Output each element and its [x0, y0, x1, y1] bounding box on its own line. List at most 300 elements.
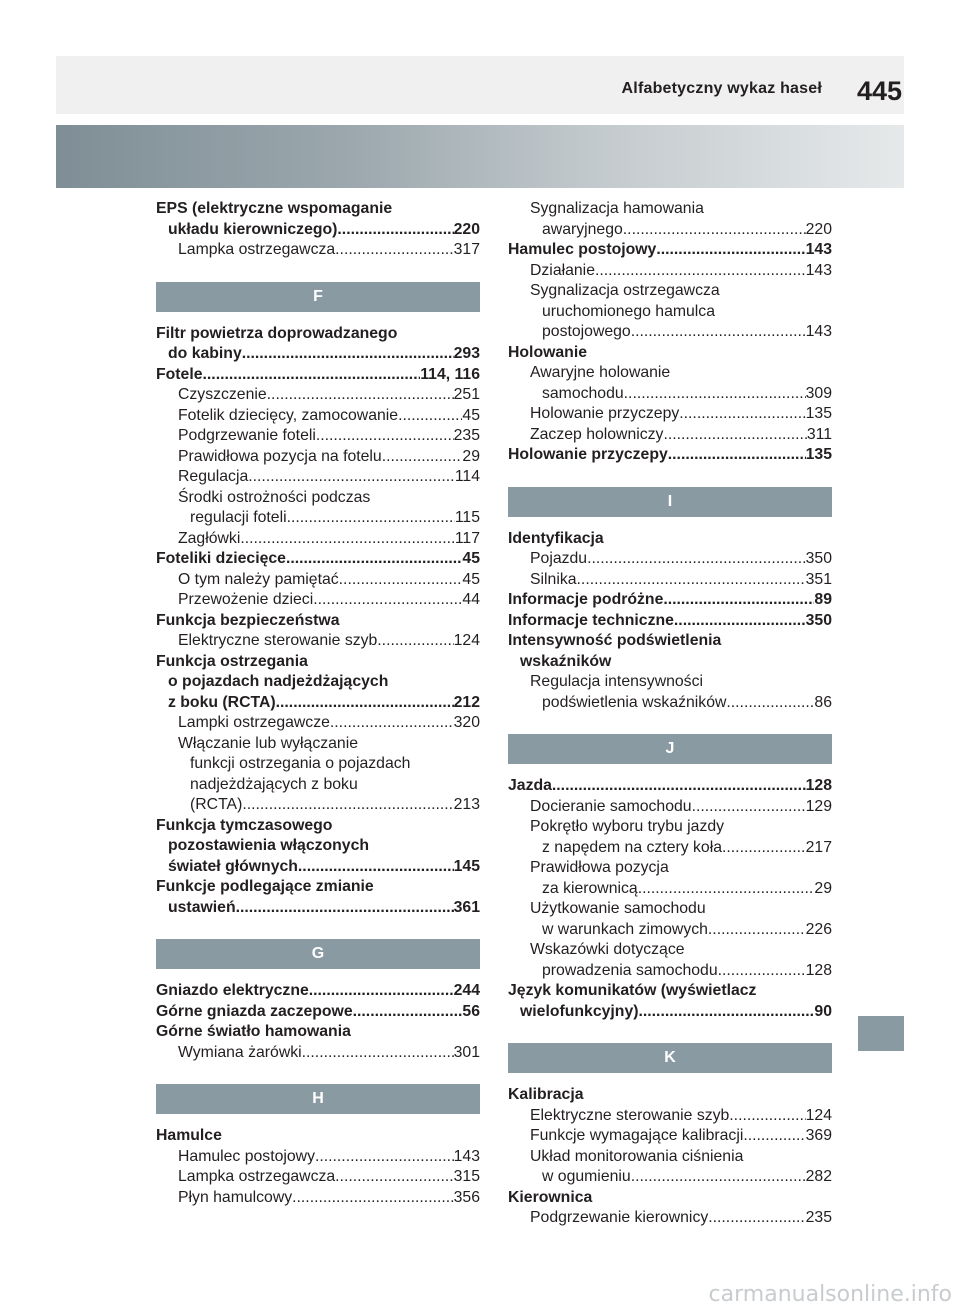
page-ref[interactable]: 244 — [453, 982, 480, 999]
entry-row — [156, 1002, 480, 1023]
page-ref[interactable]: 226 — [805, 920, 832, 938]
page-ref[interactable]: 317 — [453, 241, 480, 258]
entry-line: Funkcja bezpieczeństwa — [156, 611, 340, 629]
index-entry — [156, 1167, 480, 1188]
page-ref[interactable]: 129 — [805, 797, 832, 815]
entry-label: Górne gniazda zaczepowe — [156, 1002, 353, 1020]
leader-dots — [552, 776, 806, 797]
entry-label: O tym należy pamiętać — [178, 570, 339, 588]
entry-row — [156, 857, 480, 878]
page-ref[interactable]: 320 — [453, 714, 480, 731]
entry-label: układu kierowniczego) — [168, 220, 338, 238]
leader-dots — [639, 1002, 815, 1023]
entry-label: do kabiny — [168, 345, 242, 362]
index-entry — [508, 240, 832, 261]
entry-label: Funkcje wymagające kalibracji — [530, 1127, 744, 1144]
leader-dots — [743, 1126, 805, 1147]
entry-row — [530, 838, 832, 859]
chapter-tab — [858, 1016, 904, 1051]
entry-label: (RCTA) — [190, 796, 243, 813]
entry-row — [530, 961, 832, 982]
entry-label: Regulacja — [178, 468, 249, 485]
leader-dots — [692, 797, 806, 818]
page-ref[interactable]: 45 — [462, 550, 480, 567]
entry-row — [156, 365, 480, 386]
entry-row — [530, 920, 832, 941]
leader-dots — [679, 404, 805, 425]
section-title: Alfabetyczny wykaz haseł — [621, 80, 822, 97]
index-entry — [156, 1022, 480, 1043]
index-entry — [156, 324, 480, 365]
page-ref[interactable]: 301 — [453, 1043, 480, 1061]
page-ref[interactable]: 114 — [454, 468, 480, 485]
entry-label: awaryjnego — [542, 220, 623, 238]
leader-dots — [248, 467, 455, 488]
leader-dots — [377, 631, 453, 652]
leader-dots — [663, 425, 806, 446]
entry-label: Silnika — [530, 570, 577, 588]
leader-dots — [298, 857, 454, 878]
leader-dots — [316, 426, 454, 447]
entry-row — [530, 693, 832, 714]
page-ref[interactable]: 369 — [805, 1127, 832, 1144]
index-column-left — [156, 199, 480, 1208]
entry-row — [178, 631, 480, 652]
leader-dots — [638, 879, 815, 900]
entry-row — [530, 384, 832, 405]
entry-line: Wskazówki dotyczące — [530, 941, 685, 958]
leader-dots — [663, 590, 814, 611]
entry-line: Funkcja ostrzegania — [156, 652, 308, 670]
leader-dots — [313, 590, 462, 611]
entry-label: Wymiana żarówki — [178, 1043, 302, 1061]
entry-row — [530, 549, 832, 570]
entry-row — [156, 693, 480, 714]
entry-line: Filtr powietrza doprowadzanego — [156, 324, 398, 342]
leader-dots — [302, 1043, 454, 1064]
leader-dots — [623, 220, 806, 241]
entry-label: Zagłówki — [178, 529, 241, 547]
entry-label: Hamulec postojowy — [178, 1147, 315, 1165]
entry-line: Hamulce — [156, 1127, 222, 1144]
page-ref[interactable]: 128 — [805, 777, 832, 794]
index-entry — [508, 899, 832, 940]
page-ref[interactable]: 220 — [805, 220, 832, 238]
index-entry — [156, 365, 480, 386]
entry-label: regulacji foteli — [190, 509, 287, 526]
entry-label: Holowanie przyczepy — [530, 405, 680, 422]
index-entry — [508, 981, 832, 1022]
index-entry — [156, 549, 480, 570]
entry-label: Fotele — [156, 365, 203, 383]
entry-label: Zaczep holowniczy — [530, 425, 664, 443]
entry-label: z napędem na cztery koła — [542, 838, 723, 856]
letter-header: J — [508, 734, 832, 764]
entry-label: Docieranie samochodu — [530, 797, 692, 815]
page-ref[interactable]: 56 — [462, 1002, 480, 1020]
index-entry — [156, 877, 480, 918]
page-ref[interactable]: 235 — [453, 427, 480, 444]
entry-row — [178, 447, 480, 468]
entry-label: Płyn hamulcowy — [178, 1188, 293, 1206]
index-entry — [508, 1147, 832, 1188]
entry-label: Przewożenie dzieci — [178, 591, 314, 608]
entry-line: Włączanie lub wyłączanie — [178, 734, 358, 752]
index-entry — [508, 281, 832, 343]
page-ref[interactable]: 86 — [814, 693, 832, 711]
page-ref[interactable]: 90 — [814, 1002, 832, 1020]
letter-header: F — [156, 282, 480, 312]
index-entry — [508, 940, 832, 981]
entry-row — [178, 508, 480, 529]
leader-dots — [353, 1002, 463, 1023]
entry-row — [508, 776, 832, 797]
leader-dots — [722, 838, 806, 859]
leader-dots — [286, 549, 462, 570]
index-entry — [156, 590, 480, 611]
entry-line: Kierownica — [508, 1188, 593, 1206]
index-entry — [508, 858, 832, 899]
entry-row — [156, 344, 480, 365]
index-entry — [156, 447, 480, 468]
entry-row — [178, 1167, 480, 1188]
entry-label: prowadzenia samochodu — [542, 961, 718, 979]
entry-label: Podgrzewanie foteli — [178, 427, 316, 444]
entry-label: Hamulec postojowy — [508, 241, 657, 258]
page-ref[interactable]: 361 — [453, 898, 480, 916]
leader-dots — [587, 549, 806, 570]
index-entry — [156, 467, 480, 488]
entry-row — [178, 385, 480, 406]
entry-line: Pokrętło wyboru trybu jazdy — [530, 818, 725, 835]
entry-line: wskaźników — [520, 652, 612, 670]
entry-label: Fotelik dziecięcy, zamocowanie — [178, 406, 399, 424]
index-entry — [508, 549, 832, 570]
page-ref[interactable]: 145 — [453, 857, 480, 875]
entry-label: z boku (RCTA) — [168, 693, 276, 711]
index-entry — [508, 404, 832, 425]
leader-dots — [398, 406, 462, 427]
entry-line: Awaryjne holowanie — [530, 364, 671, 381]
watermark: carmanualsonline.info — [708, 1282, 952, 1307]
entry-line: nadjeżdżających z boku — [190, 775, 358, 793]
entry-label: Jazda — [508, 777, 552, 794]
entry-label: Informacje techniczne — [508, 611, 674, 629]
leader-dots — [203, 365, 421, 386]
index-entry — [156, 713, 480, 734]
entry-row — [178, 1043, 480, 1064]
index-entry — [508, 529, 832, 550]
entry-row — [530, 1208, 832, 1229]
entry-label: Pojazdu — [530, 550, 588, 567]
page-ref[interactable]: 29 — [814, 879, 832, 897]
entry-row — [508, 445, 832, 466]
page-ref[interactable]: 114, 116 — [420, 365, 480, 383]
entry-line: Układ monitorowania ciśnienia — [530, 1147, 744, 1165]
entry-label: Elektryczne sterowanie szyb — [178, 632, 378, 649]
entry-row — [530, 1106, 832, 1127]
page-ref[interactable]: 143 — [805, 261, 832, 279]
entry-row — [156, 220, 480, 241]
letter-header: I — [508, 487, 832, 517]
leader-dots — [287, 508, 455, 529]
page-ref[interactable]: 44 — [462, 591, 480, 608]
entry-label: Informacje podróżne — [508, 591, 664, 608]
entry-label: samochodu — [542, 384, 624, 402]
leader-dots — [242, 344, 454, 365]
leader-dots — [309, 981, 454, 1002]
page-ref[interactable]: 220 — [453, 220, 480, 238]
entry-label: Prawidłowa pozycja na fotelu — [178, 447, 382, 465]
page-ref[interactable]: 45 — [462, 570, 480, 588]
entry-row — [178, 529, 480, 550]
entry-line: Język komunikatów (wyświetlacz — [508, 982, 757, 999]
entry-line: Sygnalizacja ostrzegawcza — [530, 282, 720, 299]
entry-label: Elektryczne sterowanie szyb — [530, 1106, 730, 1124]
index-entry — [508, 199, 832, 240]
index-entry — [156, 1002, 480, 1023]
leader-dots — [330, 713, 454, 734]
index-entry — [156, 385, 480, 406]
index-entry — [156, 631, 480, 652]
page-ref[interactable]: 282 — [805, 1168, 832, 1185]
leader-dots — [267, 385, 454, 406]
entry-row — [178, 590, 480, 611]
leader-dots — [729, 1106, 805, 1127]
entry-line: Użytkowanie samochodu — [530, 900, 706, 917]
page-ref[interactable]: 124 — [805, 1106, 832, 1124]
entry-row — [156, 981, 480, 1002]
index-entry — [156, 652, 480, 714]
entry-label: Działanie — [530, 261, 595, 279]
index-entry — [156, 734, 480, 816]
entry-label: za kierownicą — [542, 879, 638, 897]
leader-dots — [339, 570, 463, 591]
index-entry — [156, 488, 480, 529]
index-entry — [508, 776, 832, 797]
page-ref[interactable]: 235 — [805, 1209, 832, 1226]
index-entry — [156, 570, 480, 591]
entry-row — [508, 240, 832, 261]
index-entry — [508, 590, 832, 611]
index-entry — [508, 445, 832, 466]
entry-line: funkcji ostrzegania o pojazdach — [190, 755, 411, 772]
leader-dots — [335, 1167, 453, 1188]
index-entry — [156, 199, 480, 240]
entry-label: ustawień — [168, 898, 236, 916]
index-entry — [508, 817, 832, 858]
index-entry — [508, 631, 832, 672]
entry-row — [178, 406, 480, 427]
leader-dots — [656, 240, 805, 261]
entry-label: Podgrzewanie kierownicy — [530, 1209, 709, 1226]
index-entry — [508, 611, 832, 632]
leader-dots — [708, 920, 806, 941]
page-ref[interactable]: 45 — [462, 406, 480, 424]
page-ref[interactable]: 293 — [453, 345, 480, 362]
letter-header: H — [156, 1084, 480, 1114]
entry-row — [530, 404, 832, 425]
entry-line: Sygnalizacja hamowania — [530, 200, 704, 217]
page-ref[interactable]: 143 — [453, 1147, 480, 1165]
entry-line: Prawidłowa pozycja — [530, 859, 669, 876]
index-entry — [508, 1208, 832, 1229]
leader-dots — [315, 1147, 454, 1168]
leader-dots — [337, 220, 453, 241]
leader-dots — [382, 447, 463, 468]
leader-dots — [335, 240, 453, 261]
entry-label: Lampka ostrzegawcza — [178, 241, 336, 258]
index-entry — [156, 240, 480, 261]
index-entry — [156, 816, 480, 878]
page-ref[interactable]: 115 — [454, 509, 480, 526]
entry-row — [178, 795, 480, 816]
index-entry — [508, 1106, 832, 1127]
entry-row — [508, 611, 832, 632]
decorative-band — [56, 125, 904, 188]
entry-row — [178, 1147, 480, 1168]
leader-dots — [242, 795, 453, 816]
entry-label: Czyszczenie — [178, 386, 267, 403]
page-ref[interactable]: 135 — [805, 446, 832, 463]
entry-label: Holowanie przyczepy — [508, 446, 668, 463]
page-ref[interactable]: 356 — [453, 1188, 480, 1206]
index-entry — [508, 425, 832, 446]
entry-line: Regulacja intensywności — [530, 673, 703, 690]
entry-line: Holowanie — [508, 343, 587, 361]
entry-line: Intensywność podświetlenia — [508, 632, 722, 649]
page-ref[interactable]: 143 — [805, 241, 832, 258]
entry-label: Foteliki dziecięce — [156, 550, 286, 567]
page-ref[interactable]: 351 — [805, 570, 832, 588]
index-entry — [156, 1126, 480, 1147]
index-entry — [156, 1043, 480, 1064]
entry-label: wielofunkcyjny) — [520, 1002, 639, 1020]
entry-row — [178, 426, 480, 447]
index-entry — [508, 797, 832, 818]
entry-row — [530, 1167, 832, 1188]
entry-line: Funkcja tymczasowego — [156, 816, 333, 834]
entry-label: Gniazdo elektryczne — [156, 982, 309, 999]
index-entry — [156, 981, 480, 1002]
entry-line: Górne światło hamowania — [156, 1023, 351, 1040]
index-entry — [156, 426, 480, 447]
index-entry — [156, 529, 480, 550]
entry-row — [178, 570, 480, 591]
index-entry — [508, 1085, 832, 1106]
page-ref[interactable]: 251 — [453, 386, 480, 403]
entry-label: w ogumieniu — [542, 1168, 631, 1185]
leader-dots — [631, 322, 806, 343]
page-number: 445 — [856, 76, 902, 106]
entry-row — [530, 1126, 832, 1147]
entry-row — [530, 220, 832, 241]
index-entry — [508, 1126, 832, 1147]
page-ref[interactable]: 315 — [453, 1168, 480, 1185]
entry-row — [530, 797, 832, 818]
entry-label: postojowego — [542, 323, 631, 340]
index-entry — [156, 406, 480, 427]
entry-row — [156, 549, 480, 570]
leader-dots — [577, 570, 806, 591]
page-ref[interactable]: 29 — [462, 447, 480, 465]
leader-dots — [240, 529, 454, 550]
entry-line: o pojazdach nadjeżdżających — [168, 673, 389, 690]
leader-dots — [726, 693, 814, 714]
page-ref[interactable]: 311 — [806, 425, 832, 443]
index-entry — [508, 672, 832, 713]
entry-line: uruchomionego hamulca — [542, 302, 715, 320]
entry-line: Funkcje podlegające zmianie — [156, 878, 374, 895]
index-entry — [508, 1188, 832, 1209]
entry-row — [178, 713, 480, 734]
entry-label: w warunkach zimowych — [542, 920, 708, 938]
entry-label: Lampki ostrzegawcze — [178, 714, 330, 731]
page-ref[interactable]: 350 — [805, 611, 832, 629]
page-ref[interactable]: 117 — [454, 529, 480, 547]
index-column-right — [508, 199, 832, 1229]
entry-line: Identyfikacja — [508, 529, 604, 547]
leader-dots — [276, 693, 454, 714]
entry-row — [530, 322, 832, 343]
entry-row — [508, 590, 832, 611]
entry-label: świateł głównych — [168, 857, 298, 875]
entry-row — [530, 570, 832, 591]
leader-dots — [708, 1208, 805, 1229]
leader-dots — [674, 611, 806, 632]
leader-dots — [595, 261, 806, 282]
entry-row — [530, 261, 832, 282]
leader-dots — [624, 384, 806, 405]
page-ref[interactable]: 143 — [805, 323, 832, 340]
entry-line: Środki ostrożności podczas — [178, 488, 371, 506]
index-entry — [156, 611, 480, 632]
index-entry — [508, 570, 832, 591]
page-ref[interactable]: 89 — [814, 591, 832, 608]
page-ref[interactable]: 135 — [805, 405, 832, 422]
entry-row — [178, 1188, 480, 1209]
entry-row — [178, 240, 480, 261]
entry-row — [530, 425, 832, 446]
index-entry — [156, 1188, 480, 1209]
letter-header: K — [508, 1043, 832, 1073]
entry-row — [156, 898, 480, 919]
entry-label: Lampka ostrzegawcza — [178, 1168, 336, 1185]
entry-line: EPS (elektryczne wspomaganie — [156, 200, 393, 217]
letter-header: G — [156, 939, 480, 969]
page-ref[interactable]: 217 — [805, 838, 832, 856]
entry-row — [508, 1002, 832, 1023]
page-ref[interactable]: 124 — [453, 632, 480, 649]
page-ref[interactable]: 350 — [805, 550, 832, 567]
index-entry — [508, 261, 832, 282]
leader-dots — [292, 1188, 454, 1209]
entry-row — [178, 467, 480, 488]
entry-row — [530, 879, 832, 900]
page-ref[interactable]: 213 — [453, 796, 480, 813]
index-entry — [508, 363, 832, 404]
leader-dots — [631, 1167, 806, 1188]
entry-line: Kalibracja — [508, 1086, 584, 1103]
page-ref[interactable]: 212 — [453, 693, 480, 711]
index-entry — [156, 1147, 480, 1168]
entry-label: podświetlenia wskaźników — [542, 693, 727, 711]
leader-dots — [718, 961, 806, 982]
index-entry — [508, 343, 832, 364]
page-ref[interactable]: 309 — [805, 384, 832, 402]
entry-line: pozostawienia włączonych — [168, 837, 370, 854]
page-ref[interactable]: 128 — [805, 961, 832, 979]
